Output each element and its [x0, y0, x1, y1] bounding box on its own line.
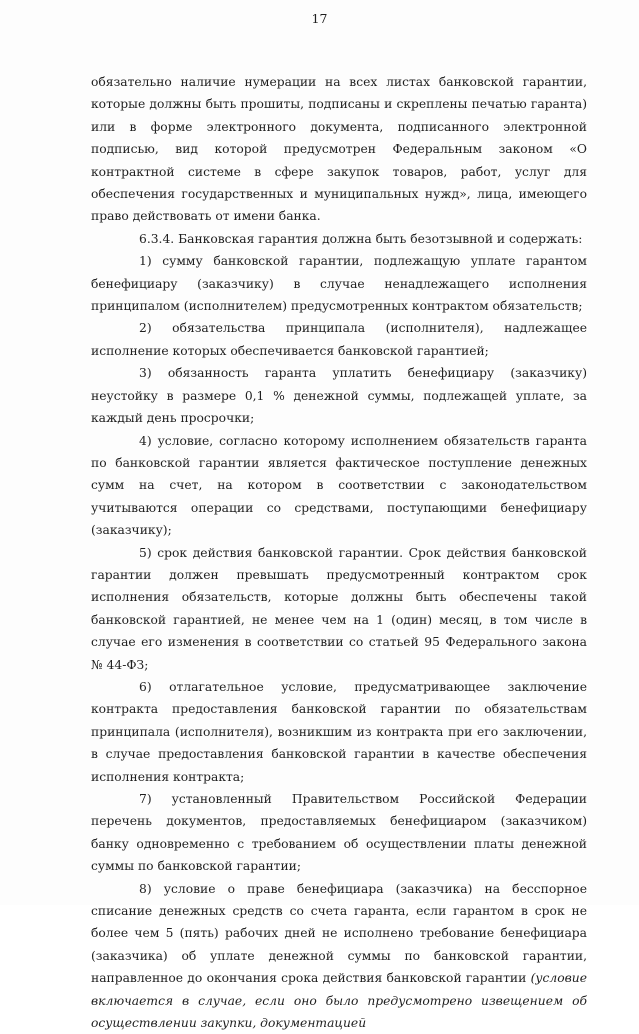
list-item-8-text: 8) условие о праве бенефициара (заказчика) на бесспорное списание денежных средств со счета гаранта, если гарантом в срок не более чем 5 (пять) рабочих дней не исполнено требование бенефициара (заказчика) об уплате денежной суммы по банковской гарантии, направленное до окончания срока действия банковской гарантии [91, 881, 587, 986]
list-item-5: 5) срок действия банковской гарантии. Срок действия банковской гарантии должен превышать предусмотренный контрактом срок исполнения обязательств, которые должны быть обеспечены такой банковской гарантией, не менее чем на 1 (один) месяц, в том числе в случае его изменения в соответствии со статьей 95 Федерального закона № 44-ФЗ; [91, 545, 587, 672]
list-item-8 [91, 878, 587, 1034]
list-item-1: 1) сумму банковской гарантии, подлежащую уплате гарантом бенефициару (заказчику) в случае ненадлежащего исполнения принципалом (исполнителем) предусмотренных контрактом обязательств; [91, 254, 587, 314]
page-number: 17 [311, 11, 328, 26]
paragraph-section-6-3-4: 6.3.4. Банковская гарантия должна быть безотзывной и содержать: [139, 231, 583, 246]
list-item-3: 3) обязанность гаранта уплатить бенефициару (заказчику) неустойку в размере 0,1 % денежной суммы, подлежащей уплате, за каждый день просрочки; [91, 366, 587, 426]
paragraph-continuation: обязательно наличие нумерации на всех листах банковской гарантии, которые должны быть прошиты, подписаны и скреплены печатью гаранта) или в форме электронного документа, подписанного электронной подписью, вид которой предусмотрен Федеральным законом «О контрактной системе в сфере закупок товаров, работ, услуг для обеспечения государственных и муниципальных нужд», лица, имеющего право действовать от имени банка. [91, 75, 587, 224]
list-item-4: 4) условие, согласно которому исполнением обязательств гаранта по банковской гарантии является фактическое поступление денежных сумм на счет, на котором в соответствии с законодательством учитываются операции со средствами, поступающими бенефициару (заказчику); [91, 433, 587, 538]
list-item-6: 6) отлагательное условие, предусматривающее заключение контракта предоставления банковской гарантии по обязательствам принципала (исполнителя), возникшим из контракта при его заключении, в случае предоставления банковской гарантии в качестве обеспечения исполнения контракта; [91, 679, 587, 784]
list-item-7: 7) установленный Правительством Российской Федерации перечень документов, предоставляемых бенефициаром (заказчиком) банку одновременно с требованием об осуществлении платы денежной суммы по банковской гарантии; [91, 792, 587, 874]
list-item-2: 2) обязательства принципала (исполнителя), надлежащее исполнение которых обеспечивается банковской гарантией; [91, 321, 587, 358]
list-item-8-italic-note: (условие включается в случае, если оно было предусмотрено извещением об осуществлении закупки, документацией [91, 971, 587, 1031]
document-body [91, 71, 587, 1034]
